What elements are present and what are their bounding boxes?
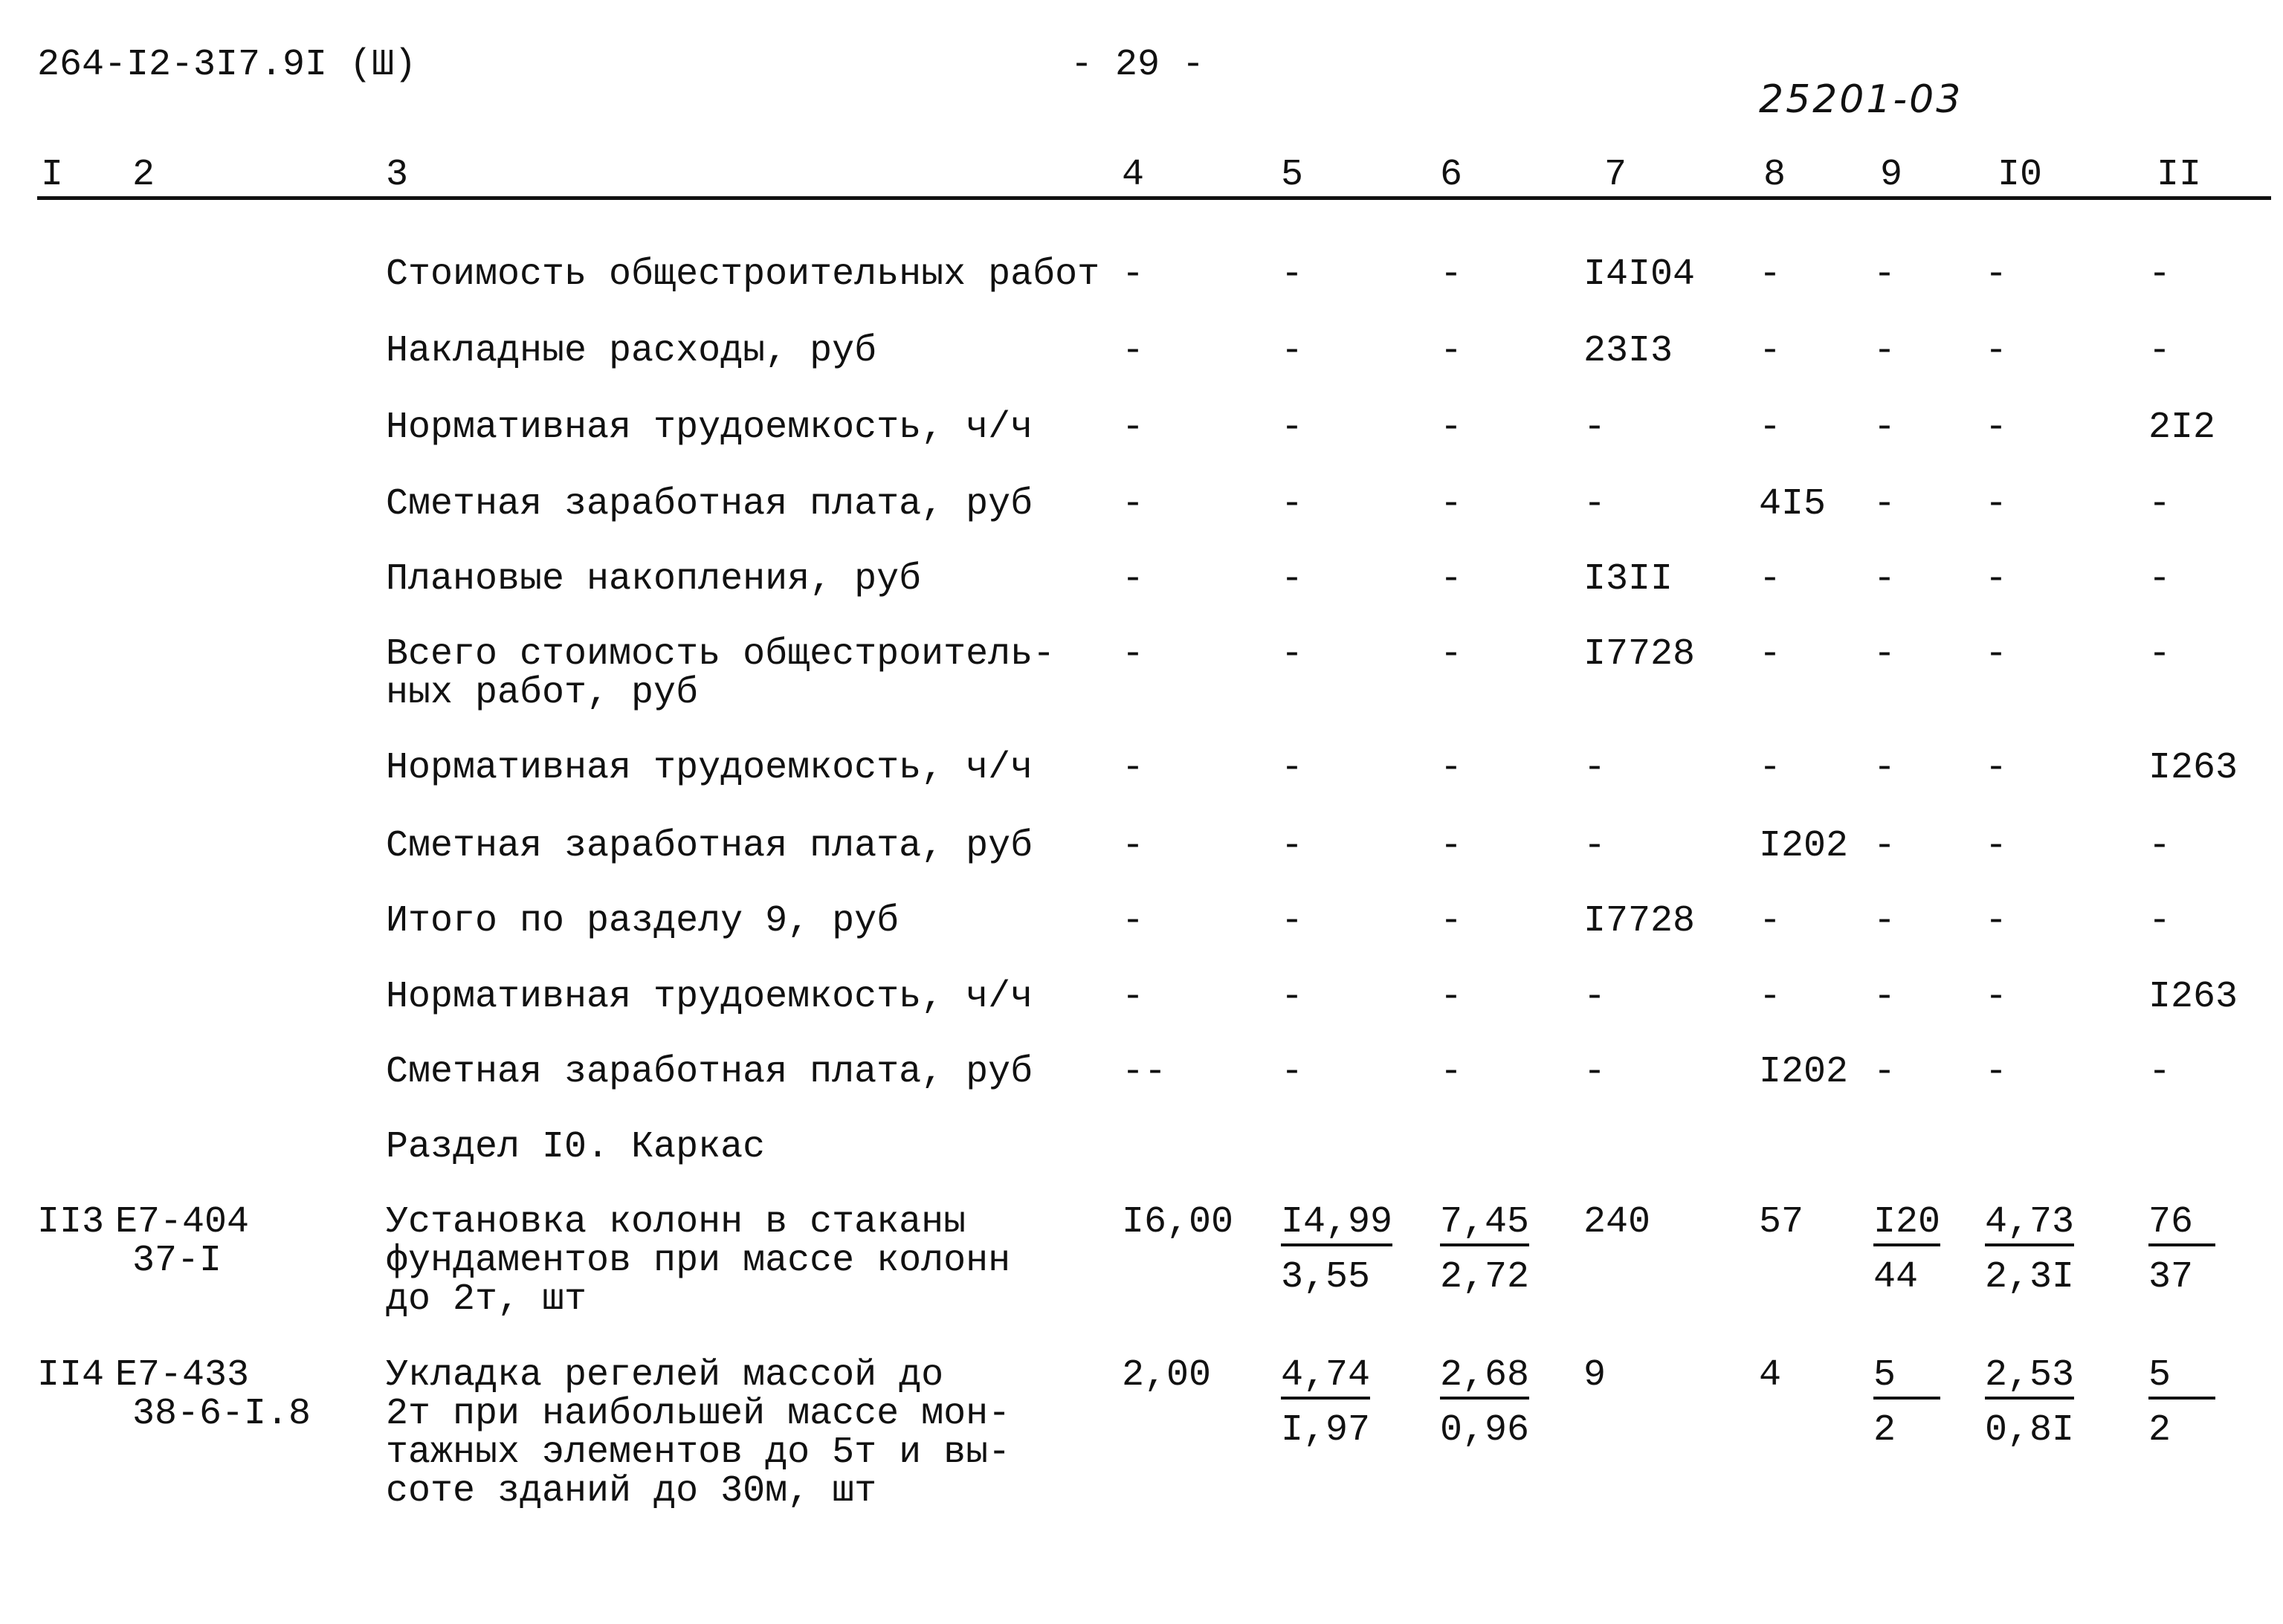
- cell-value: -: [1759, 976, 1782, 1018]
- cell-value: -: [2148, 900, 2171, 942]
- rate-code: 38-6-I.8: [132, 1393, 311, 1435]
- cell-value: -: [1122, 976, 1145, 1018]
- cell-value: -: [1281, 1051, 1304, 1093]
- cell-fraction-denominator: 0,8I: [1985, 1409, 2075, 1452]
- cell-value: 23I3: [1583, 330, 1673, 372]
- cell-value: -: [1440, 747, 1463, 789]
- cell-value: -: [1985, 747, 2008, 789]
- archive-stamp: 25201-03: [1759, 77, 1963, 122]
- rate-code: 37-I: [132, 1240, 222, 1282]
- cell-value: -: [2148, 483, 2171, 525]
- cell-value: -: [1583, 976, 1607, 1018]
- cell-value: -: [1759, 900, 1782, 942]
- cell-value: -: [1440, 633, 1463, 676]
- item-number: II4: [37, 1354, 105, 1397]
- item-description: Раздел I0. Каркас: [386, 1126, 766, 1168]
- rate-code: Е7-433: [115, 1354, 250, 1397]
- cell-value: -: [1122, 633, 1145, 676]
- cell-value: -: [1440, 1051, 1463, 1093]
- cell-fraction-numerator: [1281, 1356, 1370, 1400]
- item-description: Нормативная трудоемкость, ч/ч: [386, 747, 1033, 789]
- cell-value: -: [1873, 976, 1896, 1018]
- cell-value: -: [1583, 747, 1607, 789]
- numerator-value: I20: [1873, 1203, 1940, 1246]
- cell-value: -: [1985, 825, 2008, 867]
- cell-value: -: [1759, 330, 1782, 372]
- cell-value: -: [1281, 558, 1304, 601]
- cell-fraction-denominator: 2,72: [1440, 1256, 1530, 1298]
- cell-value: -: [2148, 253, 2171, 296]
- cell-value: -: [1281, 825, 1304, 867]
- cell-value: --: [1122, 1051, 1167, 1093]
- cell-value: -: [1122, 900, 1145, 942]
- cell-value: -: [1873, 483, 1896, 525]
- cell-value: -: [1122, 558, 1145, 601]
- cell-value: -: [1873, 407, 1896, 449]
- cell-fraction-denominator: I,97: [1281, 1409, 1371, 1452]
- cell-value: -: [1122, 825, 1145, 867]
- cell-fraction-numerator: [1440, 1203, 1529, 1246]
- item-description: Нормативная трудоемкость, ч/ч: [386, 407, 1033, 449]
- cell-value: -: [1281, 747, 1304, 789]
- cell-value: -: [1583, 825, 1607, 867]
- cell-value: -: [1759, 633, 1782, 676]
- item-description: Сметная заработная плата, руб: [386, 825, 1033, 867]
- cell-value: 2,00: [1122, 1354, 1212, 1397]
- cell-value: 57: [1759, 1201, 1804, 1243]
- cell-value: I263: [2148, 976, 2238, 1018]
- numerator-value: 7,45: [1440, 1203, 1529, 1246]
- cell-fraction-numerator: [2148, 1356, 2215, 1400]
- cell-value: -: [1281, 253, 1304, 296]
- item-description: Сметная заработная плата, руб: [386, 483, 1033, 525]
- cell-value: -: [1985, 976, 2008, 1018]
- cell-value: -: [2148, 633, 2171, 676]
- item-description: 2т при наибольшей массе мон-: [386, 1393, 1011, 1435]
- cell-fraction-numerator: [1873, 1203, 1940, 1246]
- cell-value: -: [1873, 558, 1896, 601]
- cell-value: 9: [1583, 1354, 1607, 1397]
- item-description: Всего стоимость общестроитель-: [386, 633, 1056, 676]
- cell-fraction-denominator: 37: [2148, 1256, 2194, 1298]
- column-header-3: 3: [386, 154, 409, 196]
- cell-value: -: [1759, 407, 1782, 449]
- numerator-value: 5: [1873, 1356, 1940, 1400]
- cell-value: -: [1759, 747, 1782, 789]
- cell-value: -: [1985, 558, 2008, 601]
- cell-value: -: [1122, 407, 1145, 449]
- cell-fraction-denominator: 44: [1873, 1256, 1919, 1298]
- cell-fraction-denominator: 2,3I: [1985, 1256, 2075, 1298]
- cell-value: -: [1873, 825, 1896, 867]
- cell-value: 4: [1759, 1354, 1782, 1397]
- cell-value: -: [1873, 253, 1896, 296]
- cell-fraction-denominator: 2: [1873, 1409, 1896, 1452]
- cell-fraction-numerator: [2148, 1203, 2215, 1246]
- cell-value: -: [1583, 1051, 1607, 1093]
- cell-value: -: [1985, 253, 2008, 296]
- cell-fraction-denominator: 0,96: [1440, 1409, 1530, 1452]
- cell-value: -: [1440, 330, 1463, 372]
- column-header-9: 9: [1880, 154, 1903, 196]
- numerator-value: 2,53: [1985, 1356, 2074, 1400]
- item-description: Нормативная трудоемкость, ч/ч: [386, 976, 1033, 1018]
- column-header-7: 7: [1604, 154, 1627, 196]
- column-header-4: 4: [1122, 154, 1145, 196]
- cell-value: 4I5: [1759, 483, 1827, 525]
- item-description: Плановые накопления, руб: [386, 558, 922, 601]
- cell-value: I7728: [1583, 900, 1696, 942]
- item-description: тажных элементов до 5т и вы-: [386, 1431, 1011, 1474]
- cell-fraction-numerator: [1281, 1203, 1392, 1246]
- column-header-11: II: [2157, 154, 2202, 196]
- cell-value: -: [1281, 976, 1304, 1018]
- cell-value: -: [2148, 1051, 2171, 1093]
- numerator-value: I4,99: [1281, 1203, 1392, 1246]
- cell-value: -: [1281, 330, 1304, 372]
- item-description: Накладные расходы, руб: [386, 330, 877, 372]
- cell-value: -: [1873, 900, 1896, 942]
- item-number: II3: [37, 1201, 105, 1243]
- item-description: фундаментов при массе колонн: [386, 1240, 1011, 1282]
- page-number: - 29 -: [1071, 44, 1205, 86]
- item-description: до 2т, шт: [386, 1278, 587, 1321]
- cell-fraction-numerator: [1985, 1356, 2074, 1400]
- cell-value: -: [1440, 825, 1463, 867]
- cell-value: I202: [1759, 1051, 1849, 1093]
- cell-value: -: [1122, 483, 1145, 525]
- cell-value: 2I2: [2148, 407, 2216, 449]
- column-header-2: 2: [132, 154, 155, 196]
- item-description: Установка колонн в стаканы: [386, 1201, 966, 1243]
- cell-value: -: [1440, 407, 1463, 449]
- cell-value: -: [1122, 747, 1145, 789]
- cell-value: -: [1873, 633, 1896, 676]
- column-header-10: I0: [1998, 154, 2043, 196]
- rate-code: Е7-404: [115, 1201, 250, 1243]
- item-description: Стоимость общестроительных работ: [386, 253, 1100, 296]
- cell-value: -: [1985, 633, 2008, 676]
- cell-fraction-numerator: [1440, 1356, 1529, 1400]
- cell-fraction-denominator: 2: [2148, 1409, 2171, 1452]
- cell-fraction-numerator: [1873, 1356, 1940, 1400]
- cell-value: -: [2148, 330, 2171, 372]
- cell-value: 240: [1583, 1201, 1651, 1243]
- cell-fraction-denominator: 3,55: [1281, 1256, 1371, 1298]
- numerator-value: 2,68: [1440, 1356, 1529, 1400]
- cell-value: -: [1985, 407, 2008, 449]
- cell-value: -: [1985, 900, 2008, 942]
- cell-value: -: [1281, 407, 1304, 449]
- cell-value: I7728: [1583, 633, 1696, 676]
- cell-value: I4I04: [1583, 253, 1696, 296]
- cell-value: -: [1759, 558, 1782, 601]
- cell-value: -: [1440, 253, 1463, 296]
- cell-value: -: [1873, 1051, 1896, 1093]
- cell-value: -: [1873, 330, 1896, 372]
- cell-value: -: [1985, 1051, 2008, 1093]
- column-header-8: 8: [1763, 154, 1786, 196]
- cell-value: -: [1281, 483, 1304, 525]
- cell-value: -: [1583, 483, 1607, 525]
- cell-value: -: [1122, 330, 1145, 372]
- cell-value: -: [1759, 253, 1782, 296]
- cell-value: I202: [1759, 825, 1849, 867]
- cell-value: -: [1281, 633, 1304, 676]
- cell-value: -: [1440, 483, 1463, 525]
- cell-value: -: [1583, 407, 1607, 449]
- cell-value: -: [1985, 483, 2008, 525]
- cell-value: I6,00: [1122, 1201, 1234, 1243]
- item-description: ных работ, руб: [386, 672, 699, 714]
- column-header-6: 6: [1440, 154, 1463, 196]
- cell-value: I263: [2148, 747, 2238, 789]
- cell-value: -: [1440, 976, 1463, 1018]
- document-code: 264-I2-3I7.9I (Ш): [37, 44, 417, 86]
- cell-fraction-numerator: [1985, 1203, 2074, 1246]
- cell-value: -: [2148, 558, 2171, 601]
- column-header-5: 5: [1281, 154, 1304, 196]
- cell-value: -: [1122, 253, 1145, 296]
- numerator-value: 76: [2148, 1203, 2215, 1246]
- cell-value: I3II: [1583, 558, 1673, 601]
- cell-value: -: [1440, 900, 1463, 942]
- cell-value: -: [1985, 330, 2008, 372]
- item-description: Укладка регелей массой до: [386, 1354, 944, 1397]
- item-description: Сметная заработная плата, руб: [386, 1051, 1033, 1093]
- numerator-value: 4,74: [1281, 1356, 1370, 1400]
- cell-value: -: [1440, 558, 1463, 601]
- cell-value: -: [2148, 825, 2171, 867]
- column-header-1: I: [41, 154, 64, 196]
- numerator-value: 5: [2148, 1356, 2215, 1400]
- item-description: соте зданий до 30м, шт: [386, 1470, 877, 1513]
- cell-value: -: [1873, 747, 1896, 789]
- numerator-value: 4,73: [1985, 1203, 2074, 1246]
- cell-value: -: [1281, 900, 1304, 942]
- item-description: Итого по разделу 9, руб: [386, 900, 900, 942]
- header-divider: [37, 196, 2271, 200]
